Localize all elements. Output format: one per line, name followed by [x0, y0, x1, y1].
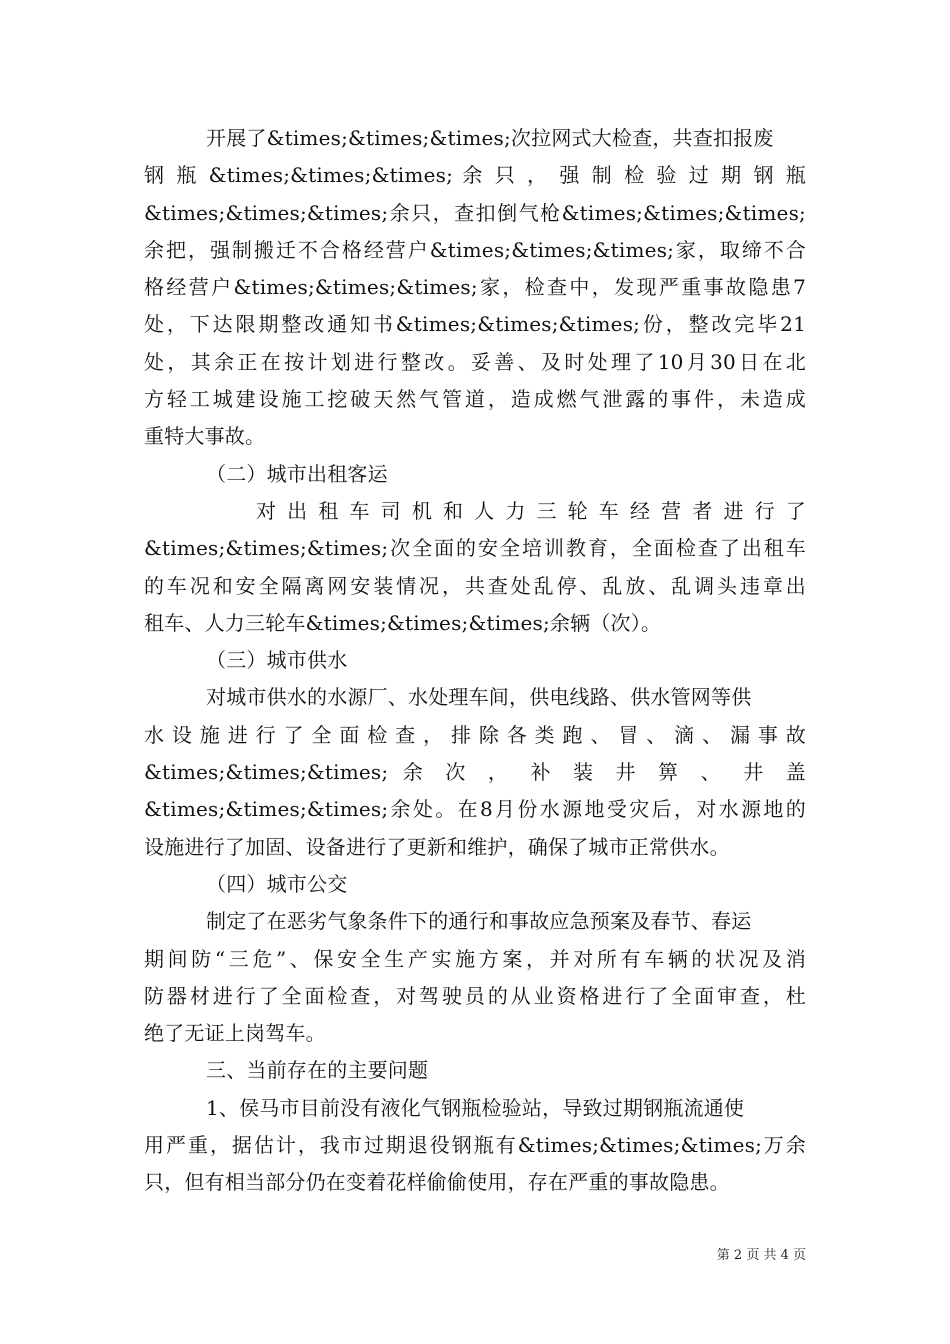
- section-heading: （四）城市公交: [206, 871, 348, 896]
- text-line: &times;&times;&times;余只，查扣倒气枪&times;&times;&times;: [144, 200, 806, 225]
- text-line: 租车、人力三轮车&times;&times;&times;余辆（次）。: [144, 610, 662, 635]
- text-line: 钢 瓶 &times;&times;&times; 余 只 ， 强 制 检 验 过 期 钢 瓶: [144, 163, 806, 188]
- text-line: 开展了&times;&times;&times;次拉网式大检查，共查扣报废: [206, 126, 774, 150]
- text-line: 设施进行了加固、设备进行了更新和维护，确保了城市正常供水。: [144, 834, 730, 859]
- text-line: &times;&times;&times; 余 次 ， 补 装 井 箅 、 井 盖: [144, 760, 806, 785]
- page-number-footer: 第 2 页 共 4 页: [716, 1248, 806, 1263]
- text-line: 制定了在恶劣气象条件下的通行和事故应急预案及春节、春运: [206, 909, 752, 934]
- text-line: 的车况和安全隔离网安装情况，共查处乱停、乱放、乱调头违章出: [144, 573, 806, 598]
- text-line: 方轻工城建设施工挖破天然气管道，造成燃气泄露的事件，未造成: [144, 387, 806, 412]
- text-line: &times;&times;&times;次全面的安全培训教育，全面检查了出租车: [144, 536, 806, 561]
- text-line: 余把，强制搬迁不合格经营户&times;&times;&times;家，取缔不合: [144, 237, 806, 262]
- section-heading: （三）城市供水: [206, 648, 348, 673]
- text-line: 水 设 施 进 行 了 全 面 检 查 ， 排 除 各 类 跑 、 冒 、 滴 、 漏 事 故: [144, 722, 806, 747]
- text-line: 1、侯马市目前没有液化气钢瓶检验站，导致过期钢瓶流通使: [206, 1095, 745, 1120]
- text-line: 只，但有相当部分仍在变着花样偷偷使用，存在严重的事故隐患。: [144, 1170, 730, 1195]
- text-line: 处，其余正在按计划进行整改。妥善、及时处理了10月30日在北: [144, 349, 806, 374]
- text-line: 防器材进行了全面检查，对驾驶员的从业资格进行了全面审查，杜: [144, 983, 806, 1008]
- text-line: 用严重，据估计，我市过期退役钢瓶有&times;&times;&times;万余: [144, 1133, 806, 1158]
- text-line: 处，下达限期整改通知书&times;&times;&times;份，整改完毕21: [144, 312, 806, 337]
- text-line: 对城市供水的水源厂、水处理车间，供电线路、供水管网等供: [206, 685, 752, 710]
- text-line: 绝了无证上岗驾车。: [144, 1021, 326, 1046]
- text-line: 重特大事故。: [144, 424, 266, 449]
- section-heading: （二）城市出租客运: [206, 461, 388, 486]
- text-line: 格经营户&times;&times;&times;家，检查中，发现严重事故隐患7: [144, 275, 806, 300]
- text-line: &times;&times;&times;余处。在8月份水源地受灾后，对水源地的: [144, 797, 806, 822]
- text-line: 期间防“三危”、保安全生产实施方案，并对所有车辆的状况及消: [144, 946, 806, 971]
- section-heading: 三、当前存在的主要问题: [206, 1058, 429, 1083]
- text-line: 对 出 租 车 司 机 和 人 力 三 轮 车 经 营 者 进 行 了: [256, 498, 806, 523]
- body-text: [144, 120, 806, 1202]
